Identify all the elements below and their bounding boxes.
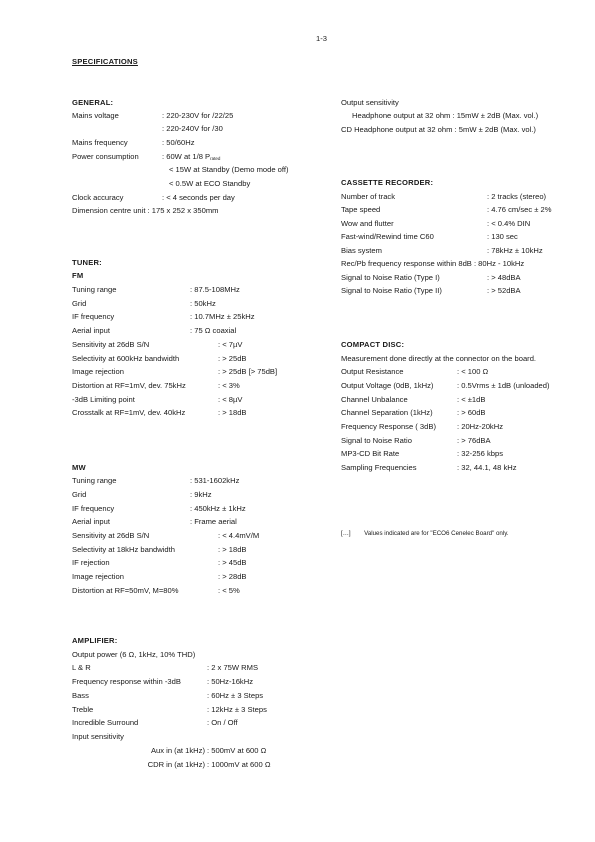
dimension-centre-unit: Dimension centre unit : 175 x 252 x 350mm (72, 206, 219, 215)
spec-value: : Frame aerial (190, 517, 237, 526)
spec-row (72, 559, 332, 569)
spec-label: Aerial input (72, 517, 110, 526)
spec-value: : 9kHz (190, 490, 212, 499)
spec-label: IF frequency (72, 504, 115, 513)
spec-label: -3dB Limiting point (72, 395, 135, 404)
spec-label: Sampling Frequencies (341, 463, 417, 472)
spec-label: Image rejection (72, 572, 124, 581)
spec-row (341, 233, 581, 243)
spec-label: Distortion at RF=1mV, dev. 75kHz (72, 381, 186, 390)
spec-row (341, 437, 581, 447)
footnote (341, 531, 509, 537)
mains-voltage-label: Mains voltage (72, 111, 119, 120)
spec-label: Aerial input (72, 326, 110, 335)
spec-label: Bias system (341, 246, 382, 255)
spec-label: Image rejection (72, 367, 124, 376)
page-number: 1-3 (316, 34, 327, 43)
clock-accuracy-value: : < 4 seconds per day (162, 193, 235, 202)
spec-value: : < 100 Ω (457, 367, 489, 376)
rated-subscript: rated (210, 156, 221, 161)
fm-heading: FM (72, 271, 84, 280)
spec-row (341, 450, 581, 460)
spec-label: Tape speed (341, 205, 381, 214)
clock-accuracy-label: Clock accuracy (72, 193, 124, 202)
spec-row (72, 719, 332, 729)
spec-value: : 450kHz ± 1kHz (190, 504, 246, 513)
spec-row (341, 220, 581, 230)
spec-row (72, 587, 332, 597)
mains-voltage-value-2: : 220-240V for /30 (162, 124, 223, 133)
spec-value: : > 25dB (218, 354, 247, 363)
spec-row (341, 396, 581, 406)
spec-label: Distortion at RF=50mV, M=80% (72, 586, 179, 595)
cdr-in-value: : 1000mV at 600 Ω (207, 760, 271, 769)
aux-in-value: : 500mV at 600 Ω (207, 746, 267, 755)
output-sensitivity-heading: Output sensitivity (341, 98, 399, 107)
spec-value: : < 0.4% DIN (487, 219, 531, 228)
spec-row (341, 464, 581, 474)
spec-value: : 130 sec (487, 232, 518, 241)
spec-value: : < 5% (218, 586, 240, 595)
spec-row (72, 355, 332, 365)
spec-label: Frequency response within -3dB (72, 677, 181, 686)
spec-row (72, 546, 332, 556)
spec-label: Signal to Noise Ratio (Type I) (341, 273, 440, 282)
cd-headphone-output: CD Headphone output at 32 ohm : 5mW ± 2dB (Max. vol.) (341, 125, 536, 134)
spec-row (341, 423, 581, 433)
spec-value: : > 76dBA (457, 436, 491, 445)
spec-row (341, 193, 581, 203)
spec-label: Output Resistance (341, 367, 404, 376)
spec-label: Sensitivity at 26dB S/N (72, 531, 150, 540)
spec-label: Wow and flutter (341, 219, 394, 228)
spec-row (72, 532, 332, 542)
spec-value: : 4.76 cm/sec ± 2% (487, 205, 552, 214)
spec-value: : 531-1602kHz (190, 476, 240, 485)
tuner-heading: TUNER: (72, 258, 102, 267)
power-consumption-value-3: < 0.5W at ECO Standby (169, 179, 251, 188)
spec-label: Signal to Noise Ratio (Type II) (341, 286, 442, 295)
spec-value: : 75 Ω coaxial (190, 326, 237, 335)
spec-value: : 87.5-108MHz (190, 285, 240, 294)
spec-value: : 12kHz ± 3 Steps (207, 705, 267, 714)
spec-row (72, 664, 332, 674)
spec-row (72, 409, 332, 419)
output-power: Output power (6 Ω, 1kHz, 10% THD) (72, 650, 196, 659)
spec-value: : > 18dB (218, 408, 247, 417)
mains-frequency-value: : 50/60Hz (162, 138, 195, 147)
spec-label: Selectivity at 600kHz bandwidth (72, 354, 180, 363)
spec-value: : > 60dB (457, 408, 486, 417)
spec-value: : < ±1dB (457, 395, 486, 404)
spec-label: L & R (72, 663, 91, 672)
page-title: SPECIFICATIONS (72, 57, 138, 66)
spec-row (341, 206, 581, 216)
spec-value: : > 52dBA (487, 286, 521, 295)
spec-value: : < 7µV (218, 340, 243, 349)
spec-row (341, 274, 581, 284)
spec-value: : < 4.4mV/M (218, 531, 260, 540)
footnote-text: Values indicated are for "ECO6 Cenelec Board" only. (364, 530, 509, 537)
spec-value: : 0.5Vrms ± 1dB (unloaded) (457, 381, 550, 390)
spec-label: Signal to Noise Ratio (341, 436, 412, 445)
spec-value: : 78kHz ± 10kHz (487, 246, 543, 255)
spec-value: : 32, 44.1, 48 kHz (457, 463, 517, 472)
spec-label: IF rejection (72, 558, 110, 567)
compact-disc-heading: COMPACT DISC: (341, 340, 405, 349)
headphone-output: Headphone output at 32 ohm : 15mW ± 2dB (Max. vol.) (352, 111, 539, 120)
spec-label: Grid (72, 299, 87, 308)
spec-row (72, 382, 332, 392)
spec-value: : 50kHz (190, 299, 216, 308)
spec-row (72, 396, 332, 406)
spec-row (341, 287, 581, 297)
spec-value: : > 28dB (218, 572, 247, 581)
spec-label: Channel Unbalance (341, 395, 408, 404)
input-sensitivity: Input sensitivity (72, 732, 124, 741)
spec-row (72, 368, 332, 378)
power-consumption-value-1: : 60W at 1/8 $P_{rated}$ (162, 152, 221, 161)
spec-row (72, 573, 332, 583)
power-consumption-value-2: < 15W at Standby (Demo mode off) (169, 165, 289, 174)
spec-row (72, 678, 332, 688)
spec-value: : 60Hz ± 3 Steps (207, 691, 264, 700)
aux-in-label: Aux in (at 1kHz) (150, 746, 205, 755)
spec-label: Treble (72, 705, 94, 714)
spec-label: Grid (72, 490, 87, 499)
spec-value: : 50Hz-16kHz (207, 677, 254, 686)
spec-label: IF frequency (72, 312, 115, 321)
spec-label: MP3-CD Bit Rate (341, 449, 400, 458)
cdr-in-label: CDR in (at 1kHz) (147, 760, 205, 769)
spec-row (72, 327, 332, 337)
spec-value: : On / Off (207, 718, 238, 727)
spec-label: Tuning range (72, 285, 117, 294)
spec-label: Number of track (341, 192, 396, 201)
mains-frequency-label: Mains frequency (72, 138, 128, 147)
spec-value: : > 48dBA (487, 273, 521, 282)
spec-label: Frequency Response ( 3dB) (341, 422, 436, 431)
spec-row (341, 409, 581, 419)
spec-row (72, 692, 332, 702)
spec-row (341, 382, 581, 392)
spec-row (72, 477, 332, 487)
spec-value: : > 25dB [> 75dB] (218, 367, 278, 376)
spec-row (341, 368, 581, 378)
spec-label: Crosstalk at RF=1mV, dev. 40kHz (72, 408, 186, 417)
spec-label: Fast-wind/Rewind time C60 (341, 232, 434, 241)
mains-voltage-value-1: : 220-230V for /22/25 (162, 111, 234, 120)
general-heading: GENERAL: (72, 98, 114, 107)
spec-row (72, 518, 332, 528)
spec-label: Incredible Surround (72, 718, 139, 727)
spec-row (72, 706, 332, 716)
power-consumption-label: Power consumption (72, 152, 139, 161)
spec-label: Selectivity at 18kHz bandwidth (72, 545, 175, 554)
spec-label: Bass (72, 691, 89, 700)
spec-row (72, 286, 332, 296)
amplifier-heading: AMPLIFIER: (72, 636, 118, 645)
cassette-heading: CASSETTE RECORDER: (341, 178, 434, 187)
spec-row (72, 491, 332, 501)
spec-label: Tuning range (72, 476, 117, 485)
spec-value: : 2 tracks (stereo) (487, 192, 547, 201)
rec-pb-frequency-response: Rec/Pb frequency response within 8dB : 80Hz - 10kHz (341, 259, 525, 268)
spec-value: : > 18dB (218, 545, 247, 554)
spec-label: Output Voltage (0dB, 1kHz) (341, 381, 434, 390)
measurement-note: Measurement done directly at the connector on the board. (341, 354, 537, 363)
spec-row (341, 247, 581, 257)
spec-row (72, 313, 332, 323)
footnote-mark: […] (341, 530, 351, 537)
spec-value: : < 8µV (218, 395, 243, 404)
spec-row (72, 300, 332, 310)
mw-heading: MW (72, 463, 86, 472)
spec-value: : 2 x 75W RMS (207, 663, 259, 672)
spec-value: : < 3% (218, 381, 240, 390)
spec-value: : > 45dB (218, 558, 247, 567)
spec-value: : 32-256 kbps (457, 449, 504, 458)
spec-value: : 20Hz-20kHz (457, 422, 504, 431)
spec-label: Channel Separation (1kHz) (341, 408, 433, 417)
spec-row (72, 505, 332, 515)
spec-value: : 10.7MHz ± 25kHz (190, 312, 255, 321)
spec-label: Sensitivity at 26dB S/N (72, 340, 150, 349)
spec-row (72, 341, 332, 351)
